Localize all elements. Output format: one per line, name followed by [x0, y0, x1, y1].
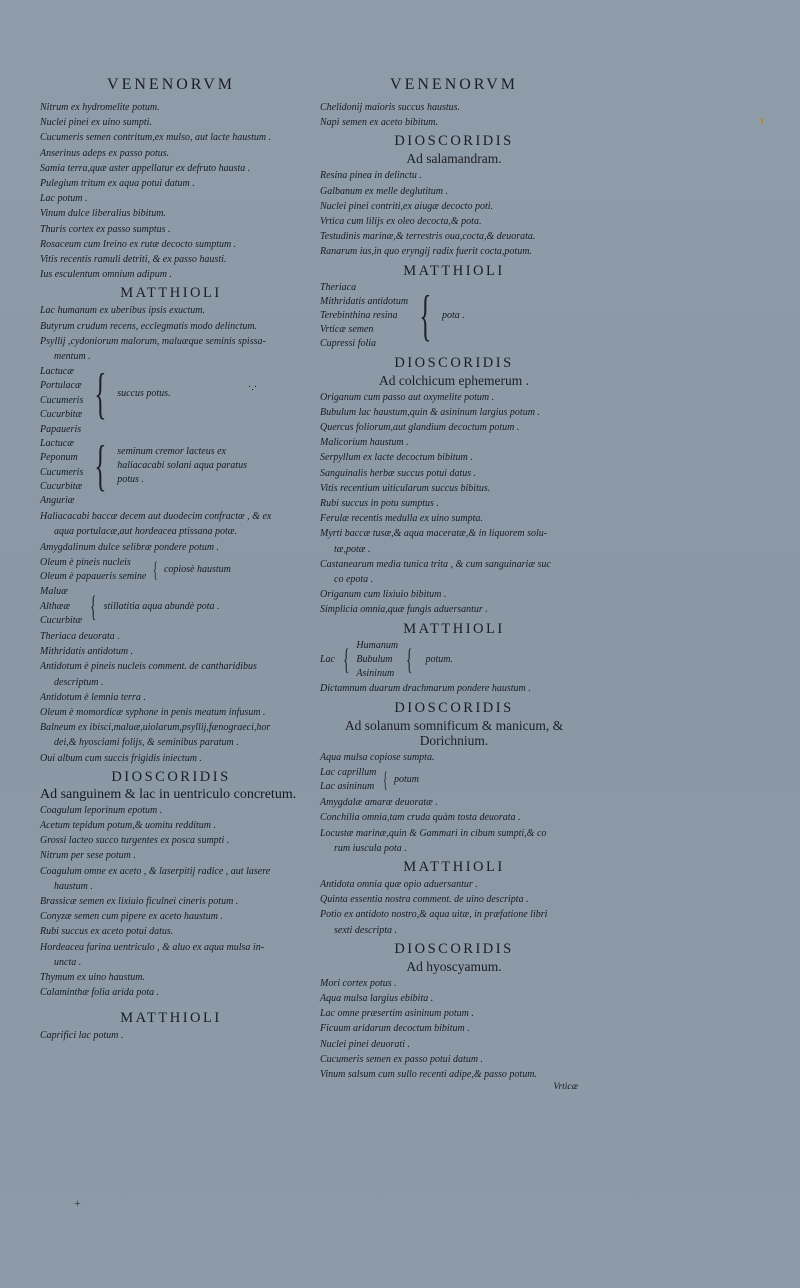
remedy-line: Rosaceum cum Ireino ex rutæ decocto sumptum .: [40, 238, 237, 250]
brace-item: Mithridatis antidotum: [320, 295, 409, 307]
brace-item: Lac asininum: [320, 780, 375, 792]
brace-item: Lac caprillum: [320, 766, 377, 778]
remedy-line: co epota .: [334, 574, 374, 586]
remedy-line: Antidotum è lemnia terra .: [40, 691, 146, 703]
section-heading: DIOSCORIDIS: [394, 940, 514, 957]
remedy-line: Caprifici lac potum .: [40, 1030, 124, 1042]
remedy-line: dei,& hyosciami folijs, & seminibus paratum .: [54, 737, 239, 749]
left-intro-list: [40, 100, 302, 282]
brace-item: Cucumeris: [40, 466, 84, 478]
brace-label: potum.: [425, 654, 453, 666]
brace-item: Lactucæ: [40, 366, 74, 378]
remedy-line: Thuris cortex ex passo sumptus .: [40, 223, 171, 235]
remedy-line: Mori cortex potus .: [320, 977, 397, 989]
brace-item: Cucurbitæ: [40, 480, 83, 492]
remedy-line: Vitis recentium uiticularum succus bibitus.: [320, 482, 491, 494]
left-column: [40, 76, 302, 1044]
remedy-line: Ranarum ius,in quo eryngij radix fuerit cocta,potum.: [320, 246, 532, 258]
remedy-line: Antidotum è pineis nucleis comment. de cantharidibus: [40, 661, 257, 673]
remedy-line: descriptum .: [54, 676, 104, 688]
remedy-line: Aqua mulsa copiose sumpta.: [320, 751, 435, 763]
remedy-line: Serpyllum ex lacte decoctum bibitum .: [320, 452, 473, 464]
remedy-line: Aqua mulsa largius ebibita .: [320, 992, 434, 1004]
brace-item: Althææ: [40, 600, 71, 612]
brace-label: potum: [393, 773, 419, 785]
remedy-line: Rubi succus in potu sumptus .: [320, 498, 439, 510]
remedy-line: Lac potum .: [40, 193, 88, 205]
remedy-line: Vrtica cum lilijs ex oleo decocta,& pota.: [320, 216, 482, 228]
brace-item: Theriaca: [320, 281, 357, 293]
remedy-line: Nuclei pinei contriti,ex aiugæ decocto poti.: [320, 200, 494, 212]
remedy-line: Lac omne præsertim asininum potum .: [320, 1008, 474, 1020]
remedy-line: Testudinis marinæ,& terrestris oua,cocta,& deuorata.: [320, 231, 536, 243]
remedy-line: Napi semen ex aceto bibitum.: [320, 117, 439, 129]
section-heading: DIOSCORIDIS: [394, 354, 514, 371]
brace-symbol: {: [94, 362, 107, 425]
brace-item: Vrticæ semen: [320, 324, 374, 336]
remedy-line: Conchilia omnia,tam cruda quàm tosta deuorata .: [320, 812, 521, 824]
section-subheading: Ad solanum somnificum & manicum, & Dorichnium.: [344, 717, 564, 748]
remedy-line: Balneum ex ibisci,maluæ,uiolarum,psyllij,fænograeci,hor: [40, 722, 271, 734]
remedy-line: Cucumeris semen ex passo potui datum .: [320, 1053, 484, 1065]
remedy-line: Coagulum leporinum epotum .: [40, 804, 163, 816]
remedy-line: Ferulæ recentis medulla ex uino sumpta.: [320, 513, 483, 525]
remedy-line: Mithridatis antidotum .: [40, 646, 134, 658]
brace-group: [320, 639, 588, 682]
remedy-line: Quercus foliorum,aut glandium decoctum potum .: [320, 422, 520, 434]
brace-group: [320, 281, 588, 352]
brace-group: [40, 585, 302, 628]
remedy-line: Haliacacabi baccæ decem aut duodecim confractæ , & ex: [40, 511, 272, 523]
remedy-line: Calaminthæ folia arida pota .: [40, 987, 160, 999]
remedy-line: Nitrum per sese potum .: [40, 850, 136, 862]
remedy-line: Sanguinalis herbæ succus potui datus .: [320, 467, 477, 479]
brace-item: Oleum è pineis nucleis: [40, 556, 131, 568]
remedy-line: Dictamnum duarum drachmarum pondere haustum .: [320, 683, 531, 695]
remedy-line: Ius esculentum omnium adipum .: [40, 269, 172, 281]
remedy-line: Nuclei pinei deuorati .: [320, 1038, 410, 1050]
remedy-line: Resina pinea in delinctu .: [320, 170, 422, 182]
remedy-line: Oui album cum succis frigidis iniectum .: [40, 752, 202, 764]
remedy-line: Thymum ex uino haustum.: [40, 971, 145, 983]
brace-symbol: {: [419, 285, 432, 348]
section-heading: MATTHIOLI: [120, 1010, 222, 1027]
remedy-line: Psyllij ,cydoniorum malorum, maluæque seminis spissa-: [40, 335, 266, 347]
remedy-line: Lac humanum ex uberibus ipsis exuctum.: [40, 305, 205, 317]
brace-symbol: {: [383, 766, 389, 792]
remedy-line: Brassicæ semen ex lixiuio ficulnei cineris potum .: [40, 895, 239, 907]
stain-mark: [761, 118, 763, 124]
remedy-line: Amygdalæ amaræ deuoratæ .: [320, 797, 438, 809]
remedy-line: Antidota omnia quæ opio aduersantur .: [320, 878, 478, 890]
remedy-line: Theriaca deuorata .: [40, 630, 120, 642]
remedy-line: Vinum salsum cum sullo recenti adipe,& passo potum.: [320, 1068, 537, 1080]
section-heading: DIOSCORIDIS: [394, 133, 514, 150]
section-heading: MATTHIOLI: [403, 858, 505, 875]
remedy-line: Acetum tepidum potum,& uomitu redditum .: [40, 819, 216, 831]
remedy-line: Chelidonij maioris succus haustus.: [320, 102, 461, 113]
brace-label: succus potus.: [117, 387, 171, 399]
brace-label: copiosè haustum: [163, 564, 231, 576]
remedy-line: Vitis recentis ramuli detriti, & ex passo hausti.: [40, 254, 227, 266]
brace-item: Asininum: [356, 668, 395, 680]
section-subheading: Ad sanguinem & lac in uentriculo concretum.: [40, 786, 297, 802]
remedy-line: Oleum è momordicæ syphone in penis meatum infusum .: [40, 706, 266, 718]
brace-item: Cucumeris: [40, 394, 84, 406]
remedy-line: Ficuum aridarum decoctum bibitum .: [320, 1023, 470, 1035]
remedy-line: uncta .: [54, 956, 82, 968]
remedy-line: rum iuscula pota .: [334, 842, 407, 854]
brace-symbol: {: [90, 589, 97, 623]
brace-item: Cucurbitæ: [40, 408, 83, 420]
remedy-line: Rubi succus ex aceto potui datus.: [40, 926, 174, 938]
remedy-line: sexti descripta .: [334, 924, 398, 936]
brace-label: seminum cremor lacteus ex haliacacabi solani aqua paratus potus .: [117, 445, 247, 485]
brace-item: Portulacæ: [40, 380, 82, 392]
brace-item: Peponum: [40, 452, 78, 464]
brace-item: Humanum: [356, 639, 399, 651]
remedy-line: Locustæ marinæ,quin & Gammari in cibum sumpti,& co: [320, 827, 547, 839]
remedy-line: tæ,potæ .: [334, 543, 371, 555]
remedy-line: Pulegium tritum ex aqua potui datum .: [40, 178, 195, 190]
brace-symbol: {: [94, 434, 107, 497]
brace-label: stillatitia aqua abundè pota .: [103, 600, 220, 612]
brace-item: Anguriæ: [40, 495, 75, 507]
remedy-line: Anserinus adeps ex passo potus.: [40, 147, 170, 159]
brace-group: [40, 556, 302, 584]
brace-group: [320, 766, 588, 794]
remedy-line: Castanearum media tunica trita , & cum sanguinariæ suc: [320, 558, 551, 570]
remedy-line: Quinta essentia nostra comment. de uino descripta .: [320, 894, 529, 906]
remedy-line: Hordeacea farina uentriculo , & aluo ex aqua mulsa in-: [40, 941, 265, 953]
running-head-right: VENENORVM: [390, 76, 518, 93]
margin-mark: +: [74, 1196, 81, 1210]
brace-group: [40, 362, 302, 425]
section-heading: DIOSCORIDIS: [394, 699, 514, 716]
remedy-line: Nuclei pinei ex uino sumpti.: [40, 117, 152, 129]
brace-prefix: Lac: [320, 654, 335, 666]
remedy-line: Origanum cum passo aut oxymelite potum .: [320, 391, 495, 403]
remedy-line: haustum .: [54, 880, 93, 892]
remedy-line: Origanum cum lixiuio bibitum .: [320, 589, 447, 601]
section-heading: MATTHIOLI: [403, 262, 505, 279]
remedy-line: Vinum dulce liberalius bibitum.: [40, 208, 166, 220]
brace-item: Papaueris: [40, 424, 82, 436]
brace-symbol: {: [342, 642, 350, 676]
remedy-line: Bubulum lac haustum,quin & asininum largius potum .: [320, 406, 540, 418]
remedy-line: Malicorium haustum .: [320, 437, 409, 449]
brace-item: Lactucæ: [40, 438, 74, 450]
catchword: Vrticæ: [553, 1082, 578, 1093]
section-heading: MATTHIOLI: [120, 285, 222, 302]
brace-item: Maluæ: [40, 586, 68, 598]
section-heading: DIOSCORIDIS: [111, 768, 231, 785]
section-subheading: Ad colchicum ephemerum .: [379, 372, 529, 388]
remedy-line: Simplicia omnia,quæ fungis aduersantur .: [320, 604, 488, 616]
brace-item: Terebinthina resina: [320, 310, 398, 322]
right-column: [320, 76, 588, 1092]
remedy-line: Butyrum crudum recens, ecclegmatis modo delinctum.: [40, 320, 258, 332]
section-subheading: Ad hyoscyamum.: [406, 958, 502, 974]
brace-item: Bubulum: [356, 653, 393, 665]
remedy-line: aqua portulacæ,aut hordeacea ptissana potæ.: [54, 526, 237, 538]
brace-item: Oleum è papaueris semine: [40, 571, 147, 583]
remedy-line: Samia terra,quæ aster appellatur ex defruto hausta .: [40, 162, 251, 174]
remedy-line: Cucumeris semen contritum,ex mulso, aut lacte haustum .: [40, 132, 272, 144]
remedy-line: Coagulum omne ex aceto , & laserpitij radice , aut lasere: [40, 865, 271, 877]
brace-item: Cupressi folia: [320, 338, 377, 350]
remedy-line: Galbanum ex melle deglutitum .: [320, 185, 449, 197]
remedy-line: Amygdalinum dulce selibræ pondere potum .: [40, 541, 220, 553]
ink-dots: ·.·: [248, 382, 258, 393]
remedy-line: Grossi lacteo succo turgentes ex posca sumpti .: [40, 835, 230, 847]
brace-item: Cucurbitæ: [40, 614, 83, 626]
brace-group: [40, 423, 302, 508]
remedy-line: Potio ex antidoto nostro,& aqua uitæ, in præfatione libri: [320, 909, 548, 921]
remedy-line: Myrti baccæ tusæ,& aqua maceratæ,& in liquorem solu-: [320, 528, 548, 540]
brace-symbol: {: [406, 642, 413, 676]
remedy-line: mentum .: [54, 351, 91, 363]
brace-symbol: {: [153, 557, 159, 583]
section-subheading: Ad salamandram.: [406, 151, 502, 167]
brace-label: pota .: [441, 310, 465, 322]
remedy-line: Nitrum ex hydromelite potum.: [40, 102, 160, 113]
running-head-left: VENENORVM: [107, 76, 235, 93]
section-heading: MATTHIOLI: [403, 620, 505, 637]
remedy-line: Conyzæ semen cum pipere ex aceto haustum .: [40, 911, 223, 923]
